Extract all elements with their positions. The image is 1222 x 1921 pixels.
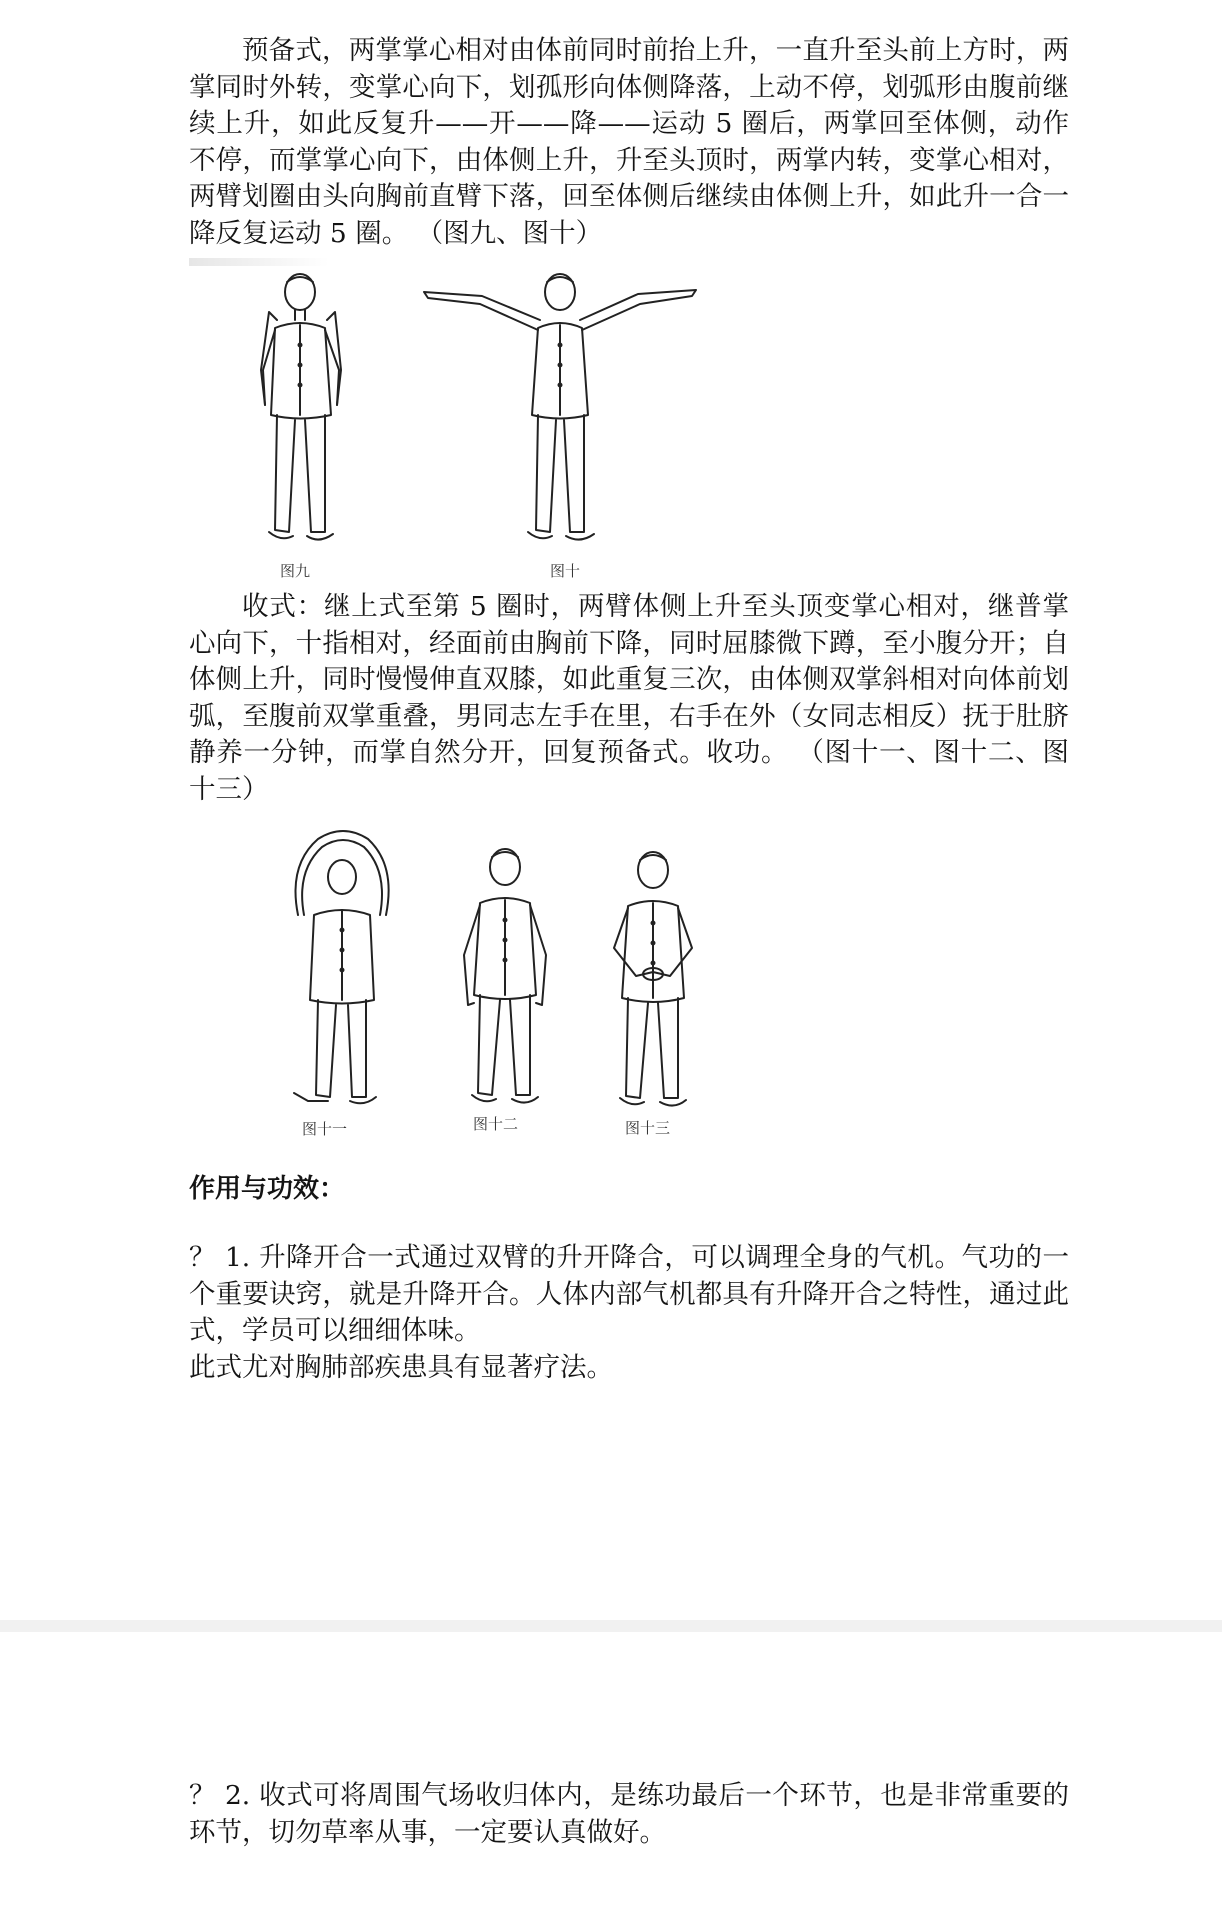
figure-12-drawing xyxy=(450,845,560,1115)
effect-item-1: ？ 1. 升降开合一式通过双臂的升开降合，可以调理全身的气机。气功的一个重要诀窍，就是升降开合。人体内部气机都具有升降开合之特性，通过此式，学员可以细细体味。 xyxy=(189,1242,1069,1346)
paragraph-closing: 收式：继上式至第 5 圈时，两臂体侧上升至头顶变掌心相对，继普掌心向下，十指相对，经面前由胸前下降，同时屈膝微下蹲，至小腹分开；自体侧上升，同时慢慢伸直双膝，如此重复三次，由体侧双掌斜相对向体前划弧，至腹前双掌重叠，男同志左手在里，右手在外（女同志相反）抚于肚脐静养一分钟，而掌自然分开，回复预备式。收功。 （图十一、图十二、图十三） xyxy=(189,591,1069,805)
document-page-2 xyxy=(0,1632,1222,1921)
figure-10-caption: 图十 xyxy=(550,562,581,580)
figure-12 xyxy=(450,845,560,1115)
figure-12-caption: 图十二 xyxy=(473,1115,519,1133)
figure-10-drawing xyxy=(420,270,700,555)
figure-11 xyxy=(278,825,408,1115)
page-separator xyxy=(0,1620,1222,1632)
figure-13-caption: 图十三 xyxy=(625,1119,671,1137)
effect-item-2: ？ 2. 收式可将周围气场收归体内，是练功最后一个环节，也是非常重要的环节，切勿草率从事，一定要认真做好。 xyxy=(189,1780,1069,1848)
figure-11-caption: 图十一 xyxy=(302,1120,348,1138)
figure-9-caption: 图九 xyxy=(280,562,311,580)
figure-10 xyxy=(420,270,700,555)
effect-item-1-extra: 此式尤对胸肺部疾患具有显著疗法。 xyxy=(189,1352,613,1383)
figure-13-drawing xyxy=(598,848,708,1118)
section-heading: 作用与功效： xyxy=(189,1174,346,1204)
paragraph-preparation: 预备式，两掌掌心相对由体前同时前抬上升，一直升至头前上方时，两掌同时外转，变掌心向下，划孤形向体侧降落，上动不停，划弧形由腹前继续上升，如此反复升——开——降——运动 5 圈后，两掌回至体侧，动作不停，而掌掌心向下，由体侧上升，升至头顶时，两掌内转，变掌心相对，两臂划圈由头向胸前直臂下落，回至体侧后继续由体侧上升，如此升一合一降反复运动 5 圈。 （图九、图十） xyxy=(189,35,1069,249)
scan-artifact-bar xyxy=(189,258,329,266)
figure-9-drawing xyxy=(255,270,385,555)
figure-9 xyxy=(255,270,385,555)
figure-13 xyxy=(598,848,708,1118)
figure-11-drawing xyxy=(278,825,408,1115)
